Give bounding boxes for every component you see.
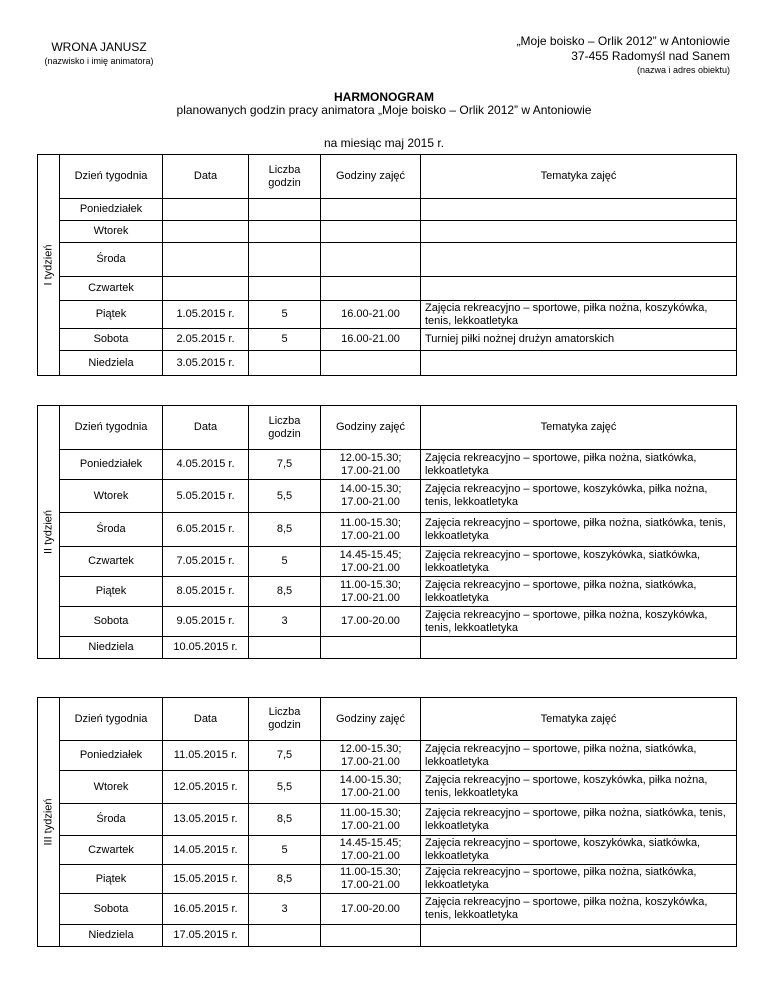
- day-cell: Środa: [60, 804, 163, 836]
- topic-cell: [421, 243, 737, 277]
- table-row: [38, 480, 737, 513]
- hours-cell: 8,5: [249, 804, 321, 836]
- col-header-day: Dzień tygodnia: [60, 155, 163, 199]
- times-cell: [321, 351, 421, 376]
- date-cell: 1.05.2015 r.: [163, 301, 249, 329]
- col-header-date: Data: [163, 155, 249, 199]
- hours-cell: [249, 199, 321, 221]
- facility-address: 37-455 Radomyśl nad Sanem: [571, 49, 730, 63]
- hours-cell: [249, 277, 321, 301]
- date-cell: 8.05.2015 r.: [163, 577, 249, 607]
- topic-cell: Zajęcia rekreacyjno – sportowe, piłka nożna, siatkówka, lekkoatletyka: [421, 577, 737, 607]
- times-cell: 11.00-15.30; 17.00-21.00: [321, 513, 421, 547]
- times-cell: [321, 637, 421, 659]
- hours-cell: [249, 637, 321, 659]
- week-1-table: [37, 154, 737, 376]
- date-cell: [163, 221, 249, 243]
- table-row: [38, 450, 737, 480]
- topic-cell: Zajęcia rekreacyjno – sportowe, koszykówka, siatkówka, lekkoatletyka: [421, 547, 737, 577]
- week-label: III tydzień: [42, 798, 54, 846]
- day-cell: Środa: [60, 513, 163, 547]
- week-label: II tydzień: [42, 509, 54, 555]
- table-row: [38, 199, 737, 221]
- day-cell: Poniedziałek: [60, 450, 163, 480]
- times-cell: 14.45-15.45; 17.00-21.00: [321, 547, 421, 577]
- hours-cell: [249, 221, 321, 243]
- times-cell: 14.00-15.30; 17.00-21.00: [321, 771, 421, 804]
- topic-cell: [421, 221, 737, 243]
- times-cell: 14.00-15.30; 17.00-21.00: [321, 480, 421, 513]
- hours-cell: 5,5: [249, 771, 321, 804]
- hours-cell: 5: [249, 836, 321, 865]
- day-cell: Niedziela: [60, 925, 163, 947]
- table-row: [38, 301, 737, 329]
- date-cell: [163, 199, 249, 221]
- table-row: [38, 277, 737, 301]
- topic-cell: [421, 199, 737, 221]
- topic-cell: Zajęcia rekreacyjno – sportowe, koszykówka, siatkówka, lekkoatletyka: [421, 836, 737, 865]
- table-row: [38, 329, 737, 351]
- table-row: [38, 607, 737, 637]
- col-header-times: Godziny zajęć: [321, 155, 421, 199]
- day-cell: Poniedziałek: [60, 199, 163, 221]
- animator-caption: (nazwisko i imię animatora): [44, 56, 154, 66]
- date-cell: 13.05.2015 r.: [163, 804, 249, 836]
- hours-cell: 5: [249, 329, 321, 351]
- col-header-hours: Liczba godzin: [249, 155, 321, 199]
- day-cell: Czwartek: [60, 547, 163, 577]
- date-cell: 9.05.2015 r.: [163, 607, 249, 637]
- date-cell: 16.05.2015 r.: [163, 894, 249, 925]
- day-cell: Piątek: [60, 865, 163, 894]
- hours-cell: 5,5: [249, 480, 321, 513]
- day-cell: Czwartek: [60, 277, 163, 301]
- times-cell: [321, 199, 421, 221]
- day-cell: Czwartek: [60, 836, 163, 865]
- day-cell: Niedziela: [60, 637, 163, 659]
- day-cell: Wtorek: [60, 221, 163, 243]
- hours-cell: 3: [249, 894, 321, 925]
- date-cell: 2.05.2015 r.: [163, 329, 249, 351]
- col-header-times: Godziny zajęć: [321, 406, 421, 450]
- date-cell: 15.05.2015 r.: [163, 865, 249, 894]
- topic-cell: Zajęcia rekreacyjno – sportowe, piłka nożna, koszykówka, tenis, lekkoatletyka: [421, 607, 737, 637]
- col-header-hours: Liczba godzin: [249, 698, 321, 741]
- hours-cell: 5: [249, 547, 321, 577]
- times-cell: [321, 243, 421, 277]
- table-row: [38, 804, 737, 836]
- day-cell: Piątek: [60, 577, 163, 607]
- week-label: I tydzień: [42, 244, 54, 286]
- times-cell: 16.00-21.00: [321, 329, 421, 351]
- table-row: [38, 894, 737, 925]
- topic-cell: Zajęcia rekreacyjno – sportowe, piłka nożna, siatkówka, tenis, lekkoatletyka: [421, 513, 737, 547]
- facility-name: „Moje boisko – Orlik 2012” w Antoniowie: [516, 34, 730, 48]
- day-cell: Wtorek: [60, 771, 163, 804]
- date-cell: [163, 243, 249, 277]
- day-cell: Niedziela: [60, 351, 163, 376]
- table-row: [38, 351, 737, 376]
- week-label-cell: [38, 155, 60, 376]
- col-header-topic: Tematyka zajęć: [421, 155, 737, 199]
- times-cell: 16.00-21.00: [321, 301, 421, 329]
- col-header-topic: Tematyka zajęć: [421, 406, 737, 450]
- date-cell: 4.05.2015 r.: [163, 450, 249, 480]
- hours-cell: 3: [249, 607, 321, 637]
- date-cell: 14.05.2015 r.: [163, 836, 249, 865]
- day-cell: Sobota: [60, 329, 163, 351]
- table-row: [38, 925, 737, 947]
- table-row: [38, 836, 737, 865]
- day-cell: Wtorek: [60, 480, 163, 513]
- times-cell: 14.45-15.45; 17.00-21.00: [321, 836, 421, 865]
- day-cell: Sobota: [60, 607, 163, 637]
- times-cell: 11.00-15.30; 17.00-21.00: [321, 865, 421, 894]
- date-cell: 10.05.2015 r.: [163, 637, 249, 659]
- hours-cell: [249, 925, 321, 947]
- date-cell: 11.05.2015 r.: [163, 741, 249, 771]
- week-2-table: [37, 405, 737, 659]
- table-row: [38, 865, 737, 894]
- table-row: [38, 741, 737, 771]
- facility-block: [470, 34, 730, 77]
- topic-cell: Zajęcia rekreacyjno – sportowe, piłka nożna, siatkówka, lekkoatletyka: [421, 450, 737, 480]
- hours-cell: 8,5: [249, 513, 321, 547]
- col-header-date: Data: [163, 406, 249, 450]
- topic-cell: [421, 351, 737, 376]
- week-3-table: [37, 697, 737, 947]
- date-cell: 12.05.2015 r.: [163, 771, 249, 804]
- times-cell: [321, 925, 421, 947]
- hours-cell: 5: [249, 301, 321, 329]
- hours-cell: 7,5: [249, 450, 321, 480]
- topic-cell: Zajęcia rekreacyjno – sportowe, piłka nożna, koszykówka, tenis, lekkoatletyka: [421, 894, 737, 925]
- times-cell: [321, 277, 421, 301]
- times-cell: 12.00-15.30; 17.00-21.00: [321, 741, 421, 771]
- animator-block: [24, 40, 174, 66]
- date-cell: [163, 277, 249, 301]
- month-line: na miesiąc maj 2015 r.: [323, 136, 445, 150]
- topic-cell: Zajęcia rekreacyjno – sportowe, piłka nożna, siatkówka, tenis, lekkoatletyka: [421, 804, 737, 836]
- topic-cell: Zajęcia rekreacyjno – sportowe, piłka nożna, koszykówka, tenis, lekkoatletyka: [421, 301, 737, 329]
- day-cell: Środa: [60, 243, 163, 277]
- hours-cell: [249, 351, 321, 376]
- table-row: [38, 221, 737, 243]
- topic-cell: [421, 277, 737, 301]
- col-header-hours: Liczba godzin: [249, 406, 321, 450]
- times-cell: 11.00-15.30; 17.00-21.00: [321, 804, 421, 836]
- facility-caption: (nazwa i adres obiektu): [636, 65, 730, 75]
- day-cell: Sobota: [60, 894, 163, 925]
- table-row: [38, 577, 737, 607]
- day-cell: Poniedziałek: [60, 741, 163, 771]
- topic-cell: Zajęcia rekreacyjno – sportowe, koszykówka, piłka nożna, tenis, lekkoatletyka: [421, 480, 737, 513]
- document-title: HARMONOGRAM: [334, 90, 434, 104]
- week-label-cell: [38, 698, 60, 947]
- date-cell: 3.05.2015 r.: [163, 351, 249, 376]
- topic-cell: Turniej piłki nożnej drużyn amatorskich: [421, 329, 737, 351]
- date-cell: 7.05.2015 r.: [163, 547, 249, 577]
- week-label-cell: [38, 406, 60, 659]
- hours-cell: 7,5: [249, 741, 321, 771]
- times-cell: [321, 221, 421, 243]
- times-cell: 11.00-15.30; 17.00-21.00: [321, 577, 421, 607]
- topic-cell: Zajęcia rekreacyjno – sportowe, piłka nożna, siatkówka, lekkoatletyka: [421, 741, 737, 771]
- topic-cell: [421, 925, 737, 947]
- col-header-topic: Tematyka zajęć: [421, 698, 737, 741]
- day-cell: Piątek: [60, 301, 163, 329]
- topic-cell: [421, 637, 737, 659]
- col-header-day: Dzień tygodnia: [60, 406, 163, 450]
- hours-cell: [249, 243, 321, 277]
- date-cell: 5.05.2015 r.: [163, 480, 249, 513]
- times-cell: 17.00-20.00: [321, 894, 421, 925]
- animator-name: WRONA JANUSZ: [51, 40, 147, 54]
- column-header-row: [38, 406, 737, 450]
- hours-cell: 8,5: [249, 865, 321, 894]
- date-cell: 6.05.2015 r.: [163, 513, 249, 547]
- topic-cell: Zajęcia rekreacyjno – sportowe, piłka nożna, siatkówka, lekkoatletyka: [421, 865, 737, 894]
- hours-cell: 8,5: [249, 577, 321, 607]
- topic-cell: Zajęcia rekreacyjno – sportowe, koszykówka, piłka nożna, tenis, lekkoatletyka: [421, 771, 737, 804]
- date-cell: 17.05.2015 r.: [163, 925, 249, 947]
- table-row: [38, 547, 737, 577]
- times-cell: 17.00-20.00: [321, 607, 421, 637]
- column-header-row: [38, 155, 737, 199]
- col-header-date: Data: [163, 698, 249, 741]
- times-cell: 12.00-15.30; 17.00-21.00: [321, 450, 421, 480]
- table-row: [38, 771, 737, 804]
- col-header-times: Godziny zajęć: [321, 698, 421, 741]
- table-row: [38, 243, 737, 277]
- column-header-row: [38, 698, 737, 741]
- table-row: [38, 513, 737, 547]
- col-header-day: Dzień tygodnia: [60, 698, 163, 741]
- table-row: [38, 637, 737, 659]
- document-subtitle: planowanych godzin pracy animatora „Moje boisko – Orlik 2012” w Antoniowie: [176, 103, 592, 117]
